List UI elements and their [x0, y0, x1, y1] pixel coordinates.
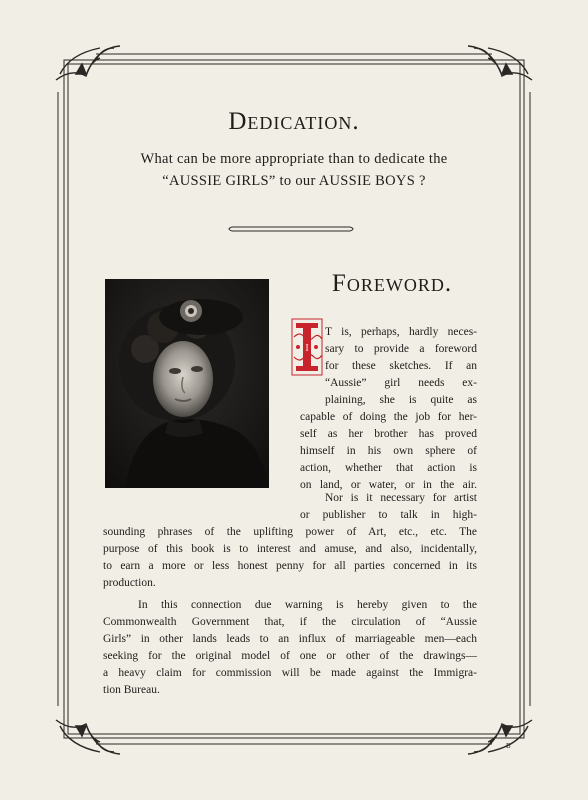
illuminated-dropcap-icon: [290, 317, 324, 377]
dedication-text: [0, 148, 588, 192]
dedication-line: What can be more appropriate than to dedicate the: [140, 151, 448, 167]
text-line: Girls” in other lands leads to an influx of marriageable men—each: [103, 633, 477, 645]
foreword-paragraph-3a: [138, 597, 477, 614]
foreword-paragraph-2b: [300, 507, 477, 524]
text-line: or publisher to talk in high-: [300, 509, 477, 521]
text-line: seeking for the original model of one or other of the drawings—: [103, 650, 477, 662]
text-line: a heavy claim for commission will be made against the Immigra-: [103, 667, 477, 679]
foreword-paragraph-1a: [325, 324, 477, 409]
text-line: production.: [103, 577, 156, 589]
text-line: Commonwealth Government that, if the circulation of “Aussie: [103, 616, 477, 628]
dropcap-letter: I: [305, 343, 309, 354]
text-line: himself in his own sphere of: [300, 445, 477, 457]
foreword-paragraph-2c: [103, 524, 477, 592]
text-line: “Aussie” girl needs ex-: [325, 377, 477, 389]
page-folio: B: [506, 742, 511, 750]
foreword-title: Foreword.: [331, 270, 453, 297]
text-line: T is, perhaps, hardly neces-: [325, 326, 477, 338]
text-line: Nor is it necessary for artist: [325, 492, 477, 504]
foreword-paragraph-2a: [325, 490, 477, 507]
text-line: self as her brother has proved: [300, 428, 477, 440]
text-line: capable of doing the job for her-: [300, 411, 477, 423]
text-line: purpose of this book is to interest and amuse, and also, incidentally,: [103, 543, 477, 555]
foreword-paragraph-1b: [300, 409, 477, 494]
text-line: plaining, she is quite as: [325, 394, 477, 406]
text-line: tion Bureau.: [103, 684, 160, 696]
dedication-title: Dedication.: [228, 108, 360, 135]
text-line: on land, or water, or in the air.: [300, 479, 477, 491]
ornamental-corner-icon: [56, 46, 120, 80]
ornamental-divider-icon: [226, 224, 356, 234]
portrait-photo: [105, 279, 269, 488]
ornamental-corner-icon: [468, 720, 532, 754]
foreword-paragraph-3b: [103, 614, 477, 699]
text-line: In this connection due warning is hereby given to the: [138, 599, 477, 611]
text-line: to earn a more or less honest penny for all parties concerned in its: [103, 560, 477, 572]
text-line: sounding phrases of the uplifting power of Art, etc., etc. The: [103, 526, 477, 538]
ornamental-corner-icon: [56, 720, 120, 754]
dedication-line: “AUSSIE GIRLS” to our AUSSIE BOYS ?: [162, 173, 426, 189]
ornamental-corner-icon: [468, 46, 532, 80]
text-line: action, whether that action is: [300, 462, 477, 474]
text-line: sary to provide a foreword: [325, 343, 477, 355]
text-line: for these sketches. If an: [325, 360, 477, 372]
